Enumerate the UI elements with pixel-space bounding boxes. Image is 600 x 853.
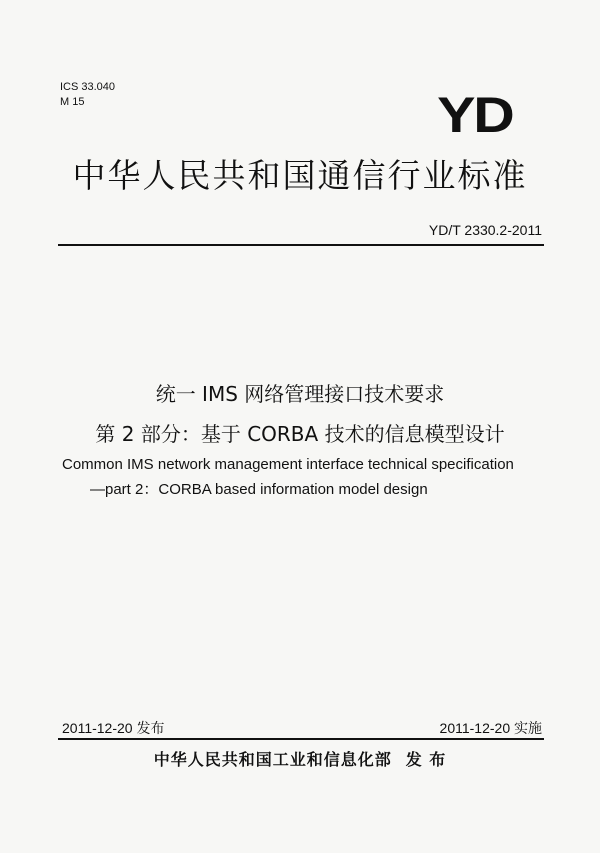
issuer-name: 中华人民共和国工业和信息化部 — [153, 750, 392, 769]
issuer-line — [0, 747, 600, 770]
english-title-line2: —part 2：CORBA based information model design — [90, 481, 428, 498]
english-title-line1: Common IMS network management interface technical specification — [62, 456, 514, 473]
top-divider — [58, 244, 544, 246]
implement-date: 2011-12-20 实施 — [439, 720, 542, 736]
standard-title: 中华人民共和国通信行业标准 — [72, 156, 528, 195]
ics-code: ICS 33.040 — [60, 81, 116, 93]
document-title-line1: 统一 IMS 网络管理接口技术要求 — [155, 382, 445, 406]
issuer-action: 发 布 — [405, 750, 447, 769]
document-title-line2: 第 2 部分：基于 CORBA 技术的信息模型设计 — [95, 422, 505, 446]
yd-logo: YD — [436, 87, 512, 143]
category-code: M 15 — [60, 96, 85, 108]
bottom-divider — [58, 738, 544, 740]
standard-code: YD/T 2330.2-2011 — [428, 222, 542, 238]
publish-date: 2011-12-20 发布 — [62, 720, 165, 736]
classification-codes — [60, 80, 115, 110]
